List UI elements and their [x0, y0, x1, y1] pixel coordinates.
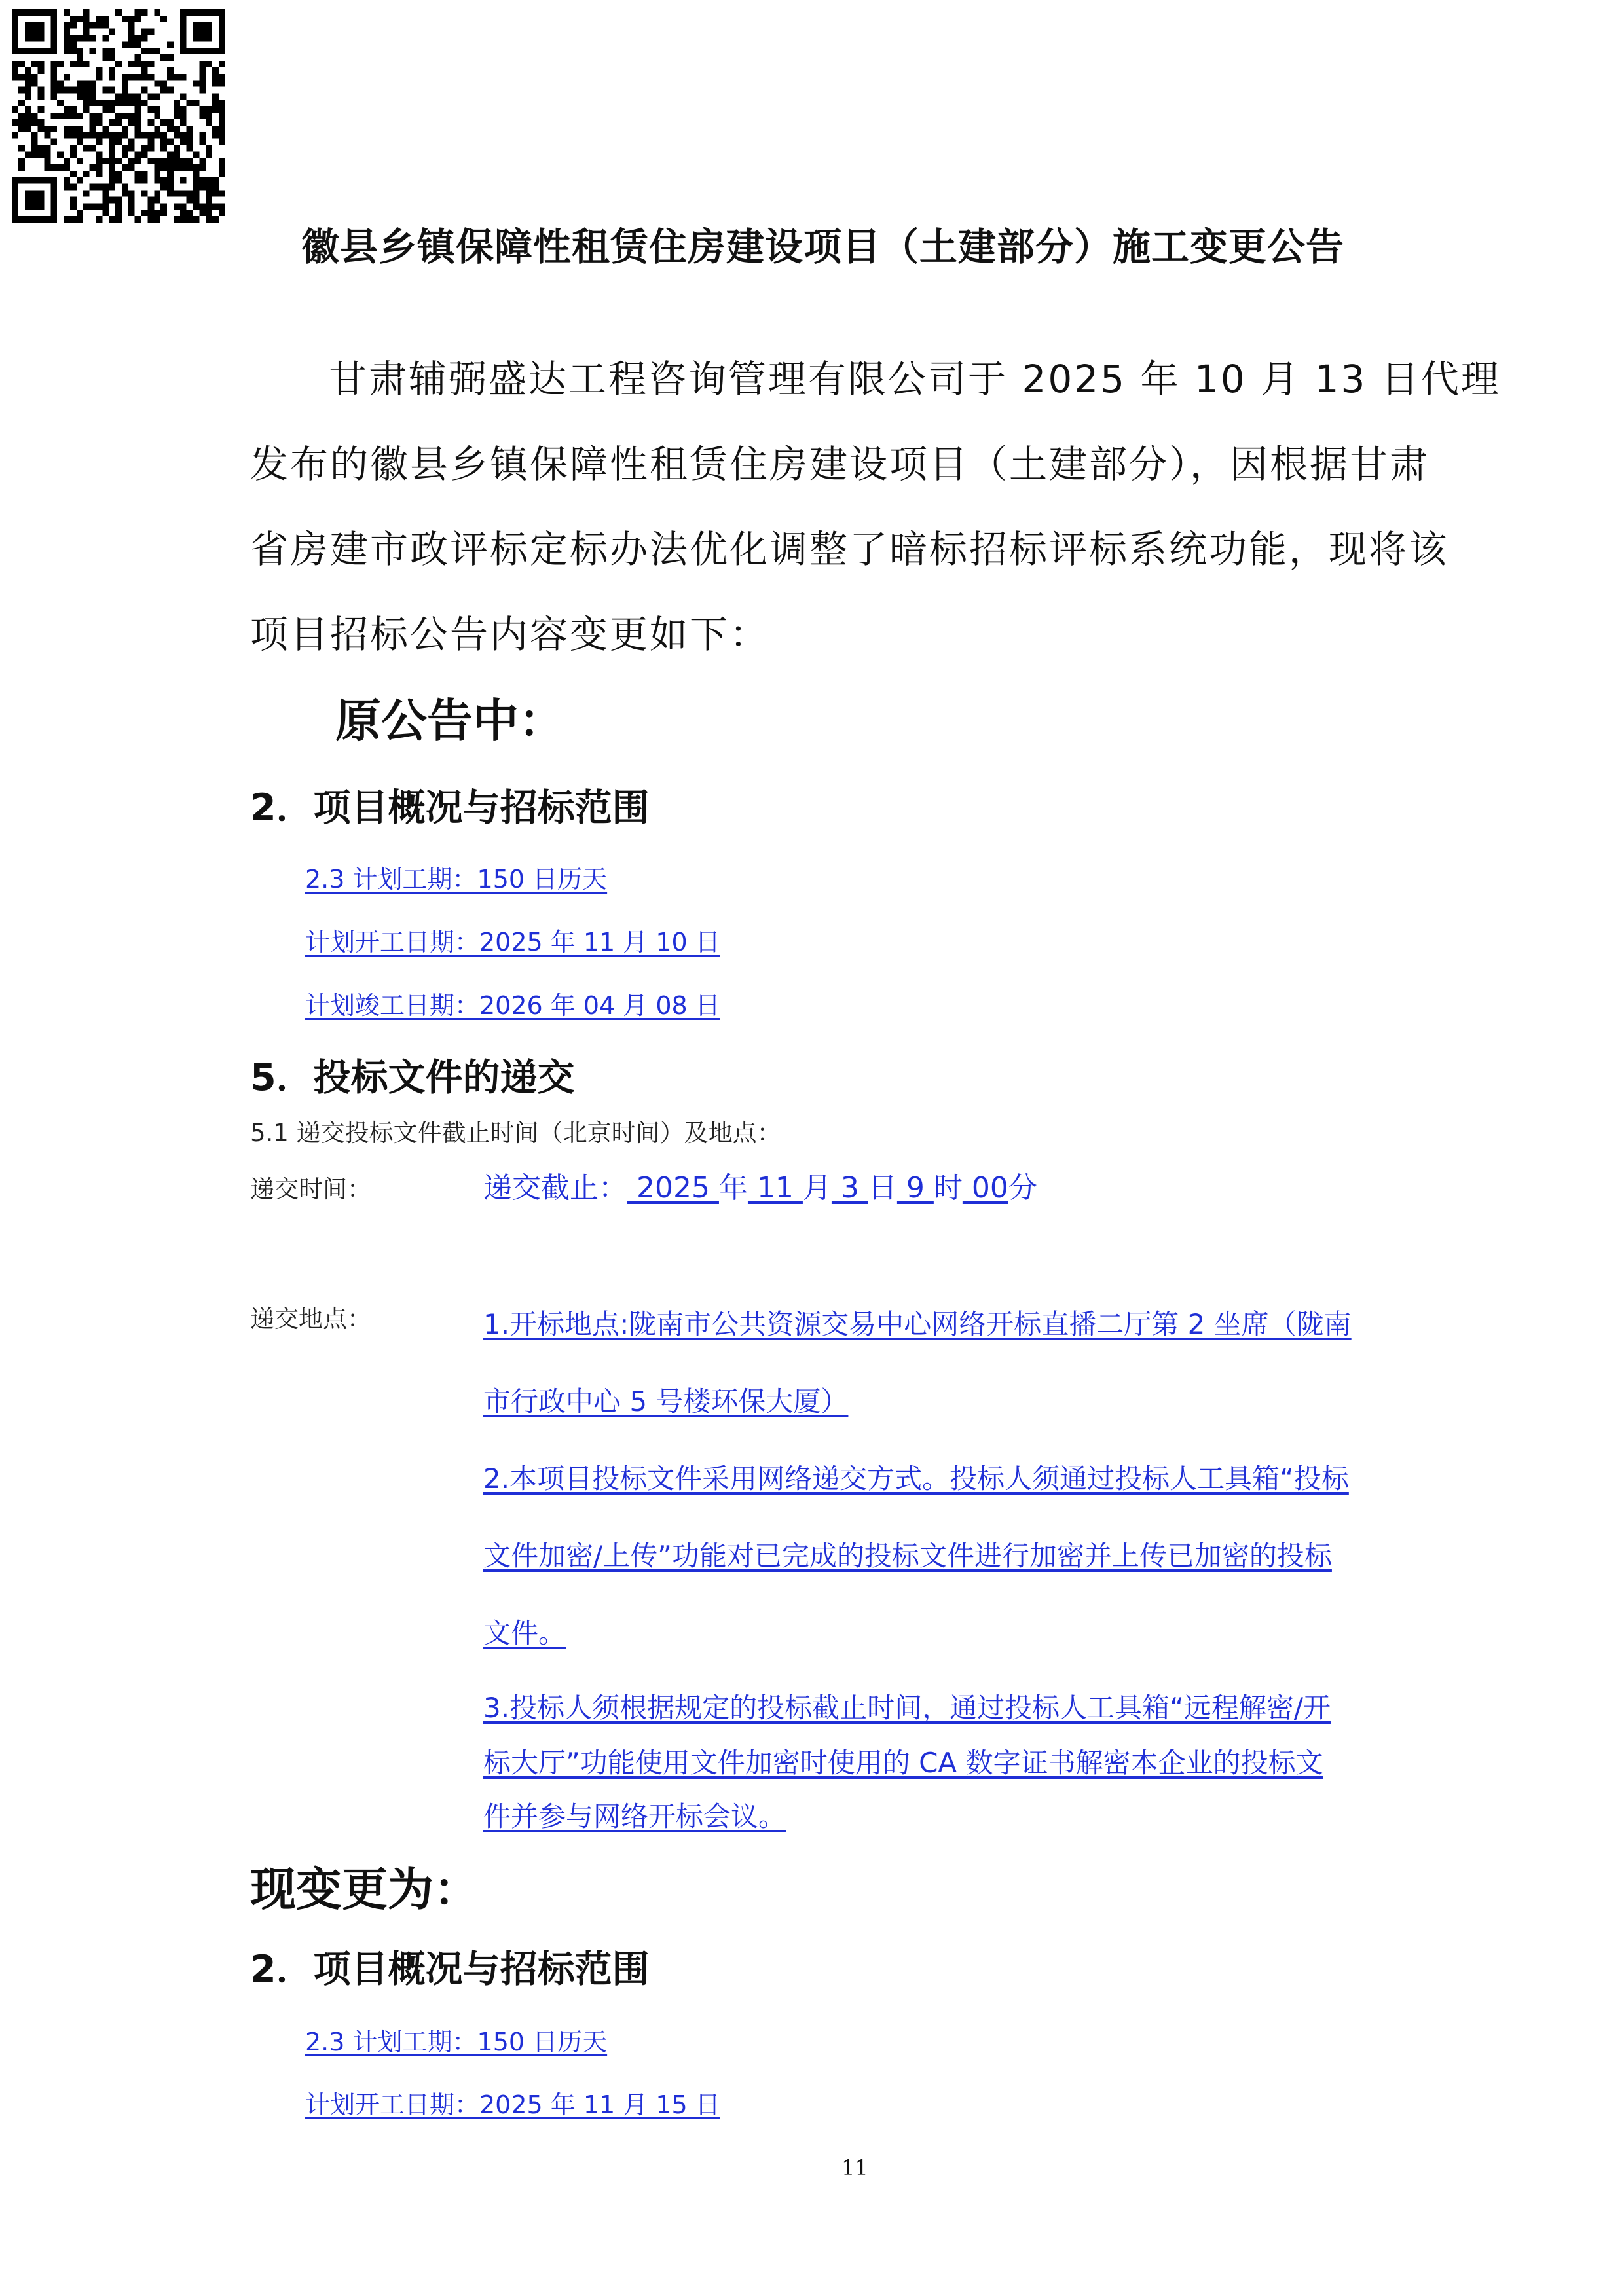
changed-heading: 现变更为：	[250, 1863, 479, 1916]
submission-deadline[interactable]	[483, 1164, 1037, 1206]
changed-duration[interactable]: 2.3 计划工期：150 日历天	[305, 2028, 608, 2056]
place-line-3[interactable]: 2.本项目投标文件采用网络递交方式。投标人须通过投标人工具箱“投标	[483, 1463, 1349, 1495]
page-title: 徽县乡镇保障性租赁住房建设项目（土建部分）施工变更公告	[301, 225, 1345, 269]
submission-time-label: 递交时间：	[250, 1175, 371, 1203]
intro-line-4: 项目招标公告内容变更如下：	[250, 612, 770, 657]
original-section5-heading: 5．投标文件的递交	[250, 1056, 575, 1099]
original-duration[interactable]: 2.3 计划工期：150 日历天	[305, 865, 608, 894]
qr-code-icon	[12, 9, 225, 223]
deadline-month-unit: 月	[802, 1171, 832, 1205]
deadline-day-unit: 日	[868, 1171, 897, 1205]
intro-line-3: 省房建市政评标定标办法优化调整了暗标招标评标系统功能，现将该	[250, 527, 1449, 572]
deadline-year-unit: 年	[718, 1171, 748, 1205]
deadline-day: 3	[831, 1171, 868, 1205]
deadline-prefix: 递交截止：	[483, 1171, 627, 1205]
deadline-year: 2025	[627, 1171, 719, 1205]
place-line-4[interactable]: 文件加密/上传”功能对已完成的投标文件进行加密并上传已加密的投标	[483, 1540, 1332, 1572]
original-heading: 原公告中：	[335, 694, 564, 748]
original-section5-sub: 5.1 递交投标文件截止时间（北京时间）及地点：	[250, 1119, 781, 1147]
original-section2-heading: 2．项目概况与招标范围	[250, 786, 650, 829]
place-line-8[interactable]: 件并参与网络开标会议。	[483, 1800, 786, 1832]
page-number: 11	[841, 2155, 868, 2180]
submission-place-label: 递交地点：	[250, 1305, 371, 1333]
intro-line-2: 发布的徽县乡镇保障性租赁住房建设项目（土建部分），因根据甘肃	[250, 442, 1430, 486]
deadline-minute: 00	[962, 1171, 1008, 1205]
deadline-hour: 9	[896, 1171, 934, 1205]
deadline-minute-unit: 分	[1008, 1171, 1037, 1205]
place-line-5[interactable]: 文件。	[483, 1617, 566, 1649]
intro-line-1: 甘肃辅弼盛达工程咨询管理有限公司于 2025 年 10 月 13 日代理	[329, 357, 1501, 401]
place-line-1[interactable]: 1.开标地点:陇南市公共资源交易中心网络开标直播二厅第 2 坐席（陇南	[483, 1308, 1352, 1340]
place-line-2[interactable]: 市行政中心 5 号楼环保大厦）	[483, 1385, 849, 1417]
changed-section2-heading: 2．项目概况与招标范围	[250, 1948, 650, 1991]
deadline-month: 11	[747, 1171, 803, 1205]
changed-start-date[interactable]: 计划开工日期：2025 年 11 月 15 日	[305, 2090, 720, 2119]
original-end-date[interactable]: 计划竣工日期：2026 年 04 月 08 日	[305, 991, 720, 1020]
deadline-hour-unit: 时	[933, 1171, 963, 1205]
place-line-7[interactable]: 标大厅”功能使用文件加密时使用的 CA 数字证书解密本企业的投标文	[483, 1747, 1323, 1779]
place-line-6[interactable]: 3.投标人须根据规定的投标截止时间，通过投标人工具箱“远程解密/开	[483, 1692, 1331, 1724]
original-start-date[interactable]: 计划开工日期：2025 年 11 月 10 日	[305, 928, 720, 957]
